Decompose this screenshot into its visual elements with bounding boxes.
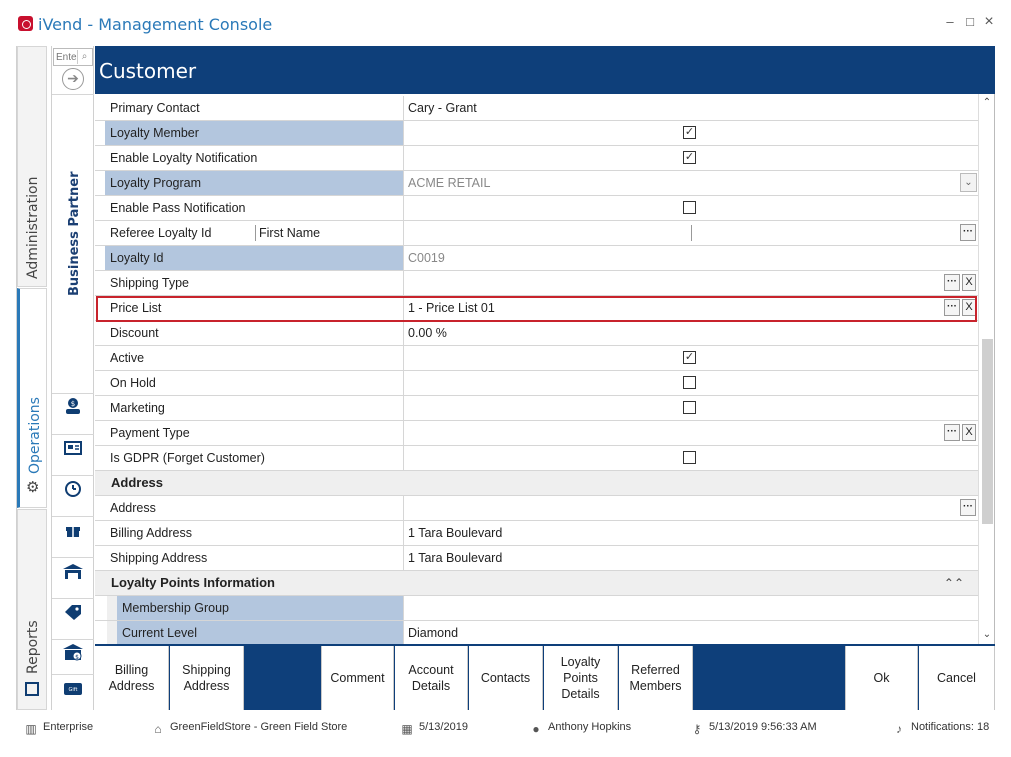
field-row-address	[95, 496, 978, 521]
column-divider	[255, 225, 256, 241]
tab-administration[interactable]	[17, 46, 47, 287]
field-label: On Hold	[105, 371, 404, 395]
field-value-membership-group[interactable]	[405, 596, 978, 620]
checkbox-unchecked[interactable]	[683, 451, 696, 464]
status-notifications[interactable]	[892, 721, 989, 736]
page-header	[95, 46, 995, 94]
billing-address-button[interactable]: Billing Address	[95, 646, 169, 710]
shipping-address-button[interactable]: Shipping Address	[170, 646, 244, 710]
field-label: Current Level	[117, 621, 404, 644]
column-divider	[691, 225, 692, 241]
field-value-price-list[interactable]	[405, 296, 978, 320]
bell-icon: ♪	[896, 722, 902, 736]
scroll-thumb[interactable]	[982, 339, 993, 524]
status-login-time	[690, 721, 817, 736]
checkbox-unchecked[interactable]	[683, 201, 696, 214]
referred-members-button[interactable]: Referred Members	[619, 646, 693, 710]
field-row-shipping-address	[95, 546, 978, 571]
status-bar	[16, 716, 996, 740]
page-title: Customer	[99, 59, 197, 83]
module-rail	[16, 46, 46, 710]
scroll-down-icon[interactable]: ⌄	[982, 629, 992, 640]
clear-button[interactable]: X	[962, 274, 976, 291]
business-partner-label: Business Partner	[67, 171, 82, 296]
status-user	[529, 721, 631, 736]
contacts-button[interactable]: Contacts	[469, 646, 543, 710]
status-login-time-text: 5/13/2019 9:56:33 AM	[709, 721, 817, 733]
field-value-text: 1 Tara Boulevard	[408, 551, 503, 565]
checkbox-checked[interactable]: ✓	[684, 351, 695, 363]
field-label: Enable Pass Notification	[105, 196, 404, 220]
field-row-is-gdpr-forget-customer	[95, 446, 978, 471]
field-row-referee-loyalty-id	[95, 221, 978, 246]
customer-money-icon[interactable]	[52, 393, 94, 426]
field-row-primary-contact	[95, 96, 978, 121]
minimize-button[interactable]: –	[946, 14, 954, 29]
property-grid-body	[95, 96, 978, 644]
section-title: Address	[111, 475, 164, 490]
section-title: Loyalty Points Information	[111, 575, 275, 590]
search-icon[interactable]: ⌕	[77, 50, 91, 64]
account-details-button[interactable]: Account Details	[395, 646, 468, 710]
clear-button[interactable]: X	[962, 299, 976, 316]
field-label: Primary Contact	[105, 96, 404, 120]
tab-reports[interactable]	[17, 509, 47, 710]
vertical-scrollbar[interactable]	[978, 94, 995, 644]
tab-operations[interactable]	[17, 288, 47, 508]
field-label: Shipping Type	[105, 271, 404, 295]
field-value-shipping-address[interactable]	[405, 546, 978, 570]
scroll-up-icon[interactable]: ⌃	[982, 97, 992, 108]
field-label: Is GDPR (Forget Customer)	[105, 446, 404, 470]
field-value-current-level[interactable]	[405, 621, 978, 644]
field-value-on-hold[interactable]	[405, 371, 978, 395]
clear-button[interactable]: X	[962, 424, 976, 441]
field-label: Enable Loyalty Notification	[105, 146, 404, 170]
status-enterprise	[24, 721, 93, 736]
field-value-shipping-type[interactable]	[405, 271, 978, 295]
clock-icon[interactable]	[52, 475, 94, 508]
field-label: Address	[105, 496, 404, 520]
store-icon: ⌂	[154, 722, 162, 736]
field-value-enable-loyalty-notification[interactable]	[405, 146, 978, 170]
field-value-is-gdpr-forget-customer[interactable]	[405, 446, 978, 470]
checkbox-checked[interactable]: ✓	[684, 126, 695, 138]
field-label: Price List	[105, 296, 404, 320]
field-label: Active	[105, 346, 404, 370]
svg-text:$: $	[70, 400, 76, 408]
tab-reports-label: Reports	[25, 620, 41, 674]
field-value-loyalty-member[interactable]	[405, 121, 978, 145]
report-icon	[25, 682, 39, 696]
field-value-text: 0.00 %	[408, 326, 447, 340]
tab-operations-label: Operations	[27, 397, 43, 474]
ellipsis-button[interactable]: ···	[960, 224, 976, 241]
field-label: Shipping Address	[105, 546, 404, 570]
ellipsis-button[interactable]: ···	[944, 299, 960, 316]
loyalty-points-details-button[interactable]: Loyalty Points Details	[544, 646, 618, 710]
field-row-loyalty-id	[95, 246, 978, 271]
arrow-right-icon[interactable]: ➔	[62, 68, 84, 90]
ellipsis-button[interactable]: ···	[944, 274, 960, 291]
maximize-button[interactable]: □	[966, 14, 974, 29]
field-row-price-list	[95, 296, 978, 321]
cancel-button[interactable]: Cancel	[919, 646, 995, 710]
ellipsis-button[interactable]: ···	[944, 424, 960, 441]
action-bar	[95, 644, 995, 710]
field-sublabel: First Name	[259, 226, 321, 240]
checkbox-checked[interactable]: ✓	[684, 151, 695, 163]
checkbox-unchecked[interactable]	[683, 376, 696, 389]
status-store-text: GreenFieldStore - Green Field Store	[170, 721, 348, 733]
status-date	[400, 721, 468, 736]
field-value-marketing[interactable]	[405, 396, 978, 420]
field-row-loyalty-program	[95, 171, 978, 196]
ok-button[interactable]: Ok	[845, 646, 918, 710]
svg-text:Gift: Gift	[68, 687, 78, 693]
field-value-active[interactable]	[405, 346, 978, 370]
document-icon[interactable]	[52, 434, 94, 467]
field-value-text: ACME RETAIL	[408, 176, 491, 190]
status-store	[151, 721, 347, 736]
window-title: iVend - Management Console	[38, 15, 273, 34]
gift-card-icon[interactable]	[52, 674, 94, 707]
section-address	[95, 471, 978, 496]
field-label: Discount	[105, 321, 404, 345]
field-row-enable-pass-notification	[95, 196, 978, 221]
property-grid	[95, 94, 995, 644]
field-value-text: 1 - Price List 01	[408, 301, 495, 315]
status-enterprise-text: Enterprise	[43, 721, 94, 733]
field-row-shipping-type	[95, 271, 978, 296]
field-row-membership-group	[95, 596, 978, 621]
gear-icon: ⚙	[26, 479, 40, 496]
field-label: Payment Type	[105, 421, 404, 445]
svg-text:$: $	[75, 654, 79, 661]
building-icon: ▥	[25, 722, 37, 736]
gift-icon[interactable]	[52, 516, 94, 549]
field-row-billing-address	[95, 521, 978, 546]
secondary-nav	[51, 46, 94, 710]
title-bar	[0, 0, 1011, 46]
field-value-loyalty-program[interactable]	[405, 171, 978, 195]
field-value-enable-pass-notification[interactable]	[405, 196, 978, 220]
warehouse-money-icon[interactable]	[52, 639, 94, 672]
field-row-marketing	[95, 396, 978, 421]
field-row-discount	[95, 321, 978, 346]
nav-search-input[interactable]	[56, 51, 78, 64]
field-value-referee-loyalty-id[interactable]	[405, 221, 978, 245]
field-value-primary-contact[interactable]	[405, 96, 978, 120]
user-icon: ●	[532, 722, 540, 736]
field-value-text: Diamond	[408, 626, 459, 640]
store-icon[interactable]	[52, 557, 94, 590]
field-row-payment-type	[95, 421, 978, 446]
status-date-text: 5/13/2019	[419, 721, 468, 733]
status-user-text: Anthony Hopkins	[548, 721, 632, 733]
app-logo-icon	[18, 16, 33, 31]
field-label: Billing Address	[105, 521, 404, 545]
comment-button[interactable]: Comment	[321, 646, 394, 710]
field-row-enable-loyalty-notification	[95, 146, 978, 171]
field-row-loyalty-member	[95, 121, 978, 146]
field-row-active	[95, 346, 978, 371]
calendar-icon: ▦	[401, 722, 413, 736]
field-row-current-level	[95, 621, 978, 644]
field-label: Referee Loyalty Id	[105, 221, 404, 245]
field-value-address[interactable]	[405, 496, 978, 520]
field-label: Loyalty Program	[105, 171, 404, 195]
status-notifications-text: Notifications: 18	[911, 721, 990, 733]
field-value-text: C0019	[408, 251, 445, 265]
ellipsis-button[interactable]: ···	[960, 499, 976, 516]
field-value-discount[interactable]	[405, 321, 978, 345]
field-label: Membership Group	[117, 596, 404, 620]
close-button[interactable]: ×	[984, 13, 994, 30]
tab-administration-label: Administration	[25, 176, 41, 279]
field-value-payment-type[interactable]	[405, 421, 978, 445]
section-loyalty-points[interactable]	[95, 571, 978, 596]
field-label: Marketing	[105, 396, 404, 420]
checkbox-unchecked[interactable]	[683, 401, 696, 414]
field-row-on-hold	[95, 371, 978, 396]
key-icon: ⚷	[692, 722, 702, 736]
field-label: Loyalty Member	[105, 121, 404, 145]
field-label: Loyalty Id	[105, 246, 404, 270]
dropdown-arrow-icon[interactable]: ⌄	[960, 173, 977, 192]
field-value-loyalty-id[interactable]	[405, 246, 978, 270]
field-value-billing-address[interactable]	[405, 521, 978, 545]
tag-icon[interactable]	[52, 598, 94, 631]
field-value-text: Cary - Grant	[408, 101, 477, 115]
nav-search[interactable]	[53, 48, 93, 66]
collapse-icon[interactable]: ⌃⌃	[943, 576, 964, 590]
field-value-text: 1 Tara Boulevard	[408, 526, 503, 540]
